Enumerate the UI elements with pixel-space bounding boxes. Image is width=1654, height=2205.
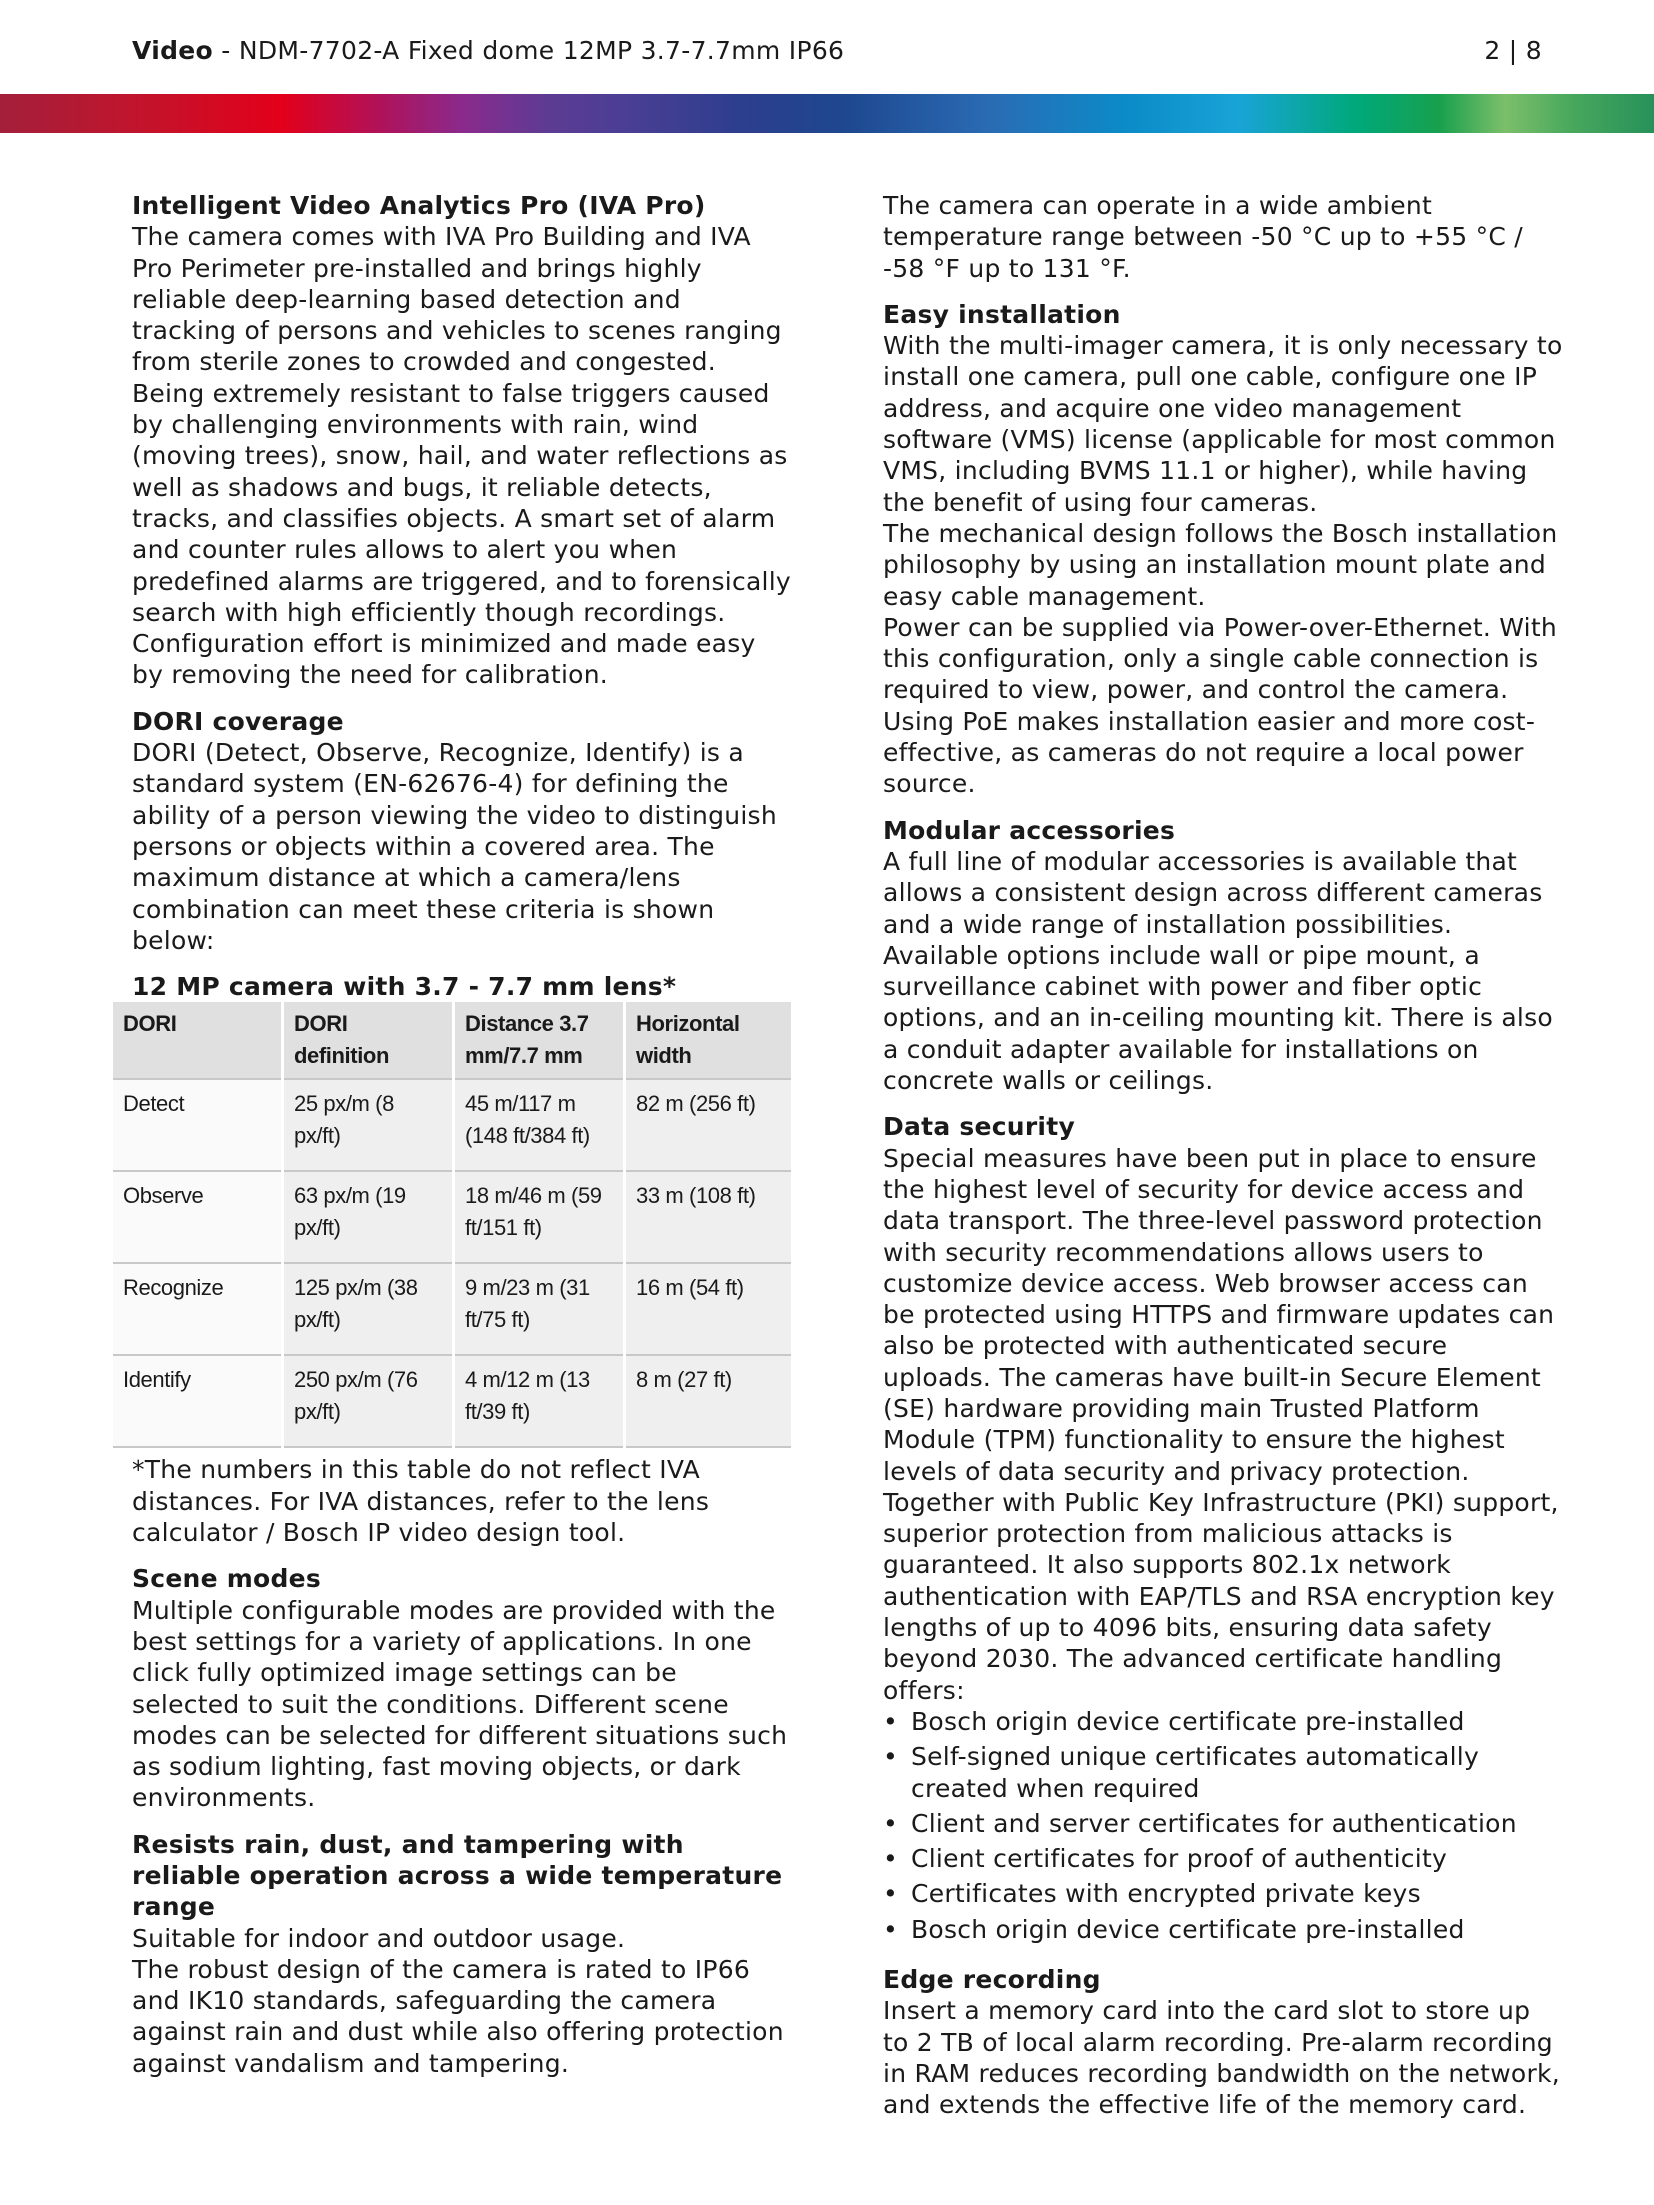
table-cell: 9 m/23 m (31 ft/75 ft) <box>454 1263 625 1355</box>
table-title: 12 MP camera with 3.7 - 7.7 mm lens* <box>132 972 677 1002</box>
section-title-modular: Modular accessories <box>883 815 1176 845</box>
list-item: • Bosch origin device certificate pre-installed <box>883 1706 1563 1737</box>
table-cell: 125 px/m (38 px/ft) <box>283 1263 454 1355</box>
section-body-installation-3: Power can be supplied via Power-over-Ethernet. With this configuration, only a single cable connection is required to view, power, and control the camera. Using PoE makes installation easier and more cost-effective, as cameras do not require a local power source. <box>883 612 1558 799</box>
page-header <box>132 36 1542 76</box>
section-title-iva: Intelligent Video Analytics Pro (IVA Pro) <box>132 191 706 220</box>
column-header: Horizontal width <box>625 1002 792 1079</box>
list-item: • Certificates with encrypted private keys <box>883 1878 1563 1909</box>
table-row <box>113 1079 791 1171</box>
table-cell: 25 px/m (8 px/ft) <box>283 1079 454 1171</box>
table-cell: 16 m (54 ft) <box>625 1263 792 1355</box>
dori-table <box>113 1002 791 1448</box>
table-cell: Identify <box>113 1355 283 1447</box>
right-column <box>883 190 1563 2121</box>
header-product: - NDM-7702-A Fixed dome 12MP 3.7-7.7mm IP66 <box>213 36 845 65</box>
left-column <box>123 190 792 2079</box>
list-item: • Client and server certificates for authentication <box>883 1808 1563 1839</box>
section-body-installation-2: The mechanical design follows the Bosch installation philosophy by using an installation mount plate and easy cable management. <box>883 518 1558 611</box>
list-item: • Client certificates for proof of authenticity <box>883 1843 1563 1874</box>
section-title-dori: DORI coverage <box>132 706 344 736</box>
section-body-dori: DORI (Detect, Observe, Recognize, Identify) is a standard system (EN-62676-4) for defining the ability of a person viewing the video to distinguish persons or objects within a covered area. The maximum distance at which a camera/lens combination can meet these criteria is shown below: <box>132 738 777 955</box>
brand-color-band <box>0 94 1654 133</box>
table-row <box>113 1263 791 1355</box>
table-cell: 82 m (256 ft) <box>625 1079 792 1171</box>
column-header: DORI definition <box>283 1002 454 1079</box>
section-body-rain-1: Suitable for indoor and outdoor usage. <box>132 1923 626 1953</box>
section-body-installation-1: With the multi-imager camera, it is only necessary to install one camera, pull one cable, configure one IP address, and acquire one video management software (VMS) license (applicable for most common VMS, including BVMS 11.1 or higher), while having the benefit of using four cameras. <box>883 331 1563 517</box>
section-body-temperature: The camera can operate in a wide ambient temperature range between -50 °C up to +55 °C / -58 °F up to 131 °F. <box>883 191 1523 283</box>
column-header: DORI <box>113 1002 283 1079</box>
section-body-security: Special measures have been put in place to ensure the highest level of security for device access and data transport. The three-level password protection with security recommendations allows users to customize device access. Web browser access can be protected using HTTPS and firmware updates can also be protected with authenticated secure uploads. The cameras have built-in Secure Element (SE) hardware providing main Trusted Platform Module (TPM) functionality to ensure the highest levels of data security and privacy protection. Together with Public Key Infrastructure (PKI) support, superior protection from malicious attacks is guaranteed. It also supports 802.1x network authentication with EAP/TLS and RSA encryption key lengths of up to 4096 bits, ensuring data safety beyond 2030. The advanced certificate handling offers: <box>883 1143 1559 1705</box>
certificate-list <box>883 1706 1563 1945</box>
table-cell: Recognize <box>113 1263 283 1355</box>
section-body-rain-2: The robust design of the camera is rated to IP66 and IK10 standards, safeguarding the camera against rain and dust while also offering protection against vandalism and tampering. <box>132 1954 784 2078</box>
table-header-row <box>113 1002 791 1079</box>
table-cell: 4 m/12 m (13 ft/39 ft) <box>454 1355 625 1447</box>
section-title-scene: Scene modes <box>132 1564 321 1594</box>
list-item: • Self-signed unique certificates automatically created when required <box>883 1741 1563 1804</box>
table-cell: 33 m (108 ft) <box>625 1171 792 1263</box>
table-row <box>113 1355 791 1447</box>
section-body-scene: Multiple configurable modes are provided with the best settings for a variety of applications. In one click fully optimized image settings can be selected to suit the conditions. Different scene modes can be selected for different situations such as sodium lighting, fast moving objects, or dark environments. <box>132 1595 788 1813</box>
section-title-edge: Edge recording <box>883 1965 1101 1995</box>
table-cell: 250 px/m (76 px/ft) <box>283 1355 454 1447</box>
header-category: Video <box>132 36 214 65</box>
list-item: • Bosch origin device certificate pre-installed <box>883 1914 1563 1945</box>
section-title-rain: Resists rain, dust, and tampering with reliable operation across a wide temperature range <box>132 1829 783 1922</box>
table-cell: Observe <box>113 1171 283 1263</box>
section-title-security: Data security <box>883 1112 1075 1142</box>
section-body-edge: Insert a memory card into the card slot to store up to 2 TB of local alarm recording. Pre-alarm recording in RAM reduces recording bandwidth on the network, and extends the effective life of the memory card. <box>883 1996 1560 2120</box>
page-number: 2 | 8 <box>1484 36 1542 65</box>
table-cell: Detect <box>113 1079 283 1171</box>
table-cell: 45 m/117 m (148 ft/384 ft) <box>454 1079 625 1171</box>
table-cell: 8 m (27 ft) <box>625 1355 792 1447</box>
section-title-installation: Easy installation <box>883 299 1121 329</box>
table-cell: 63 px/m (19 px/ft) <box>283 1171 454 1263</box>
section-body-modular: A full line of modular accessories is available that allows a consistent design across different cameras and a wide range of installation possibilities. Available options include wall or pipe mount, a surveillance cabinet with power and fiber optic options, and an in-ceiling mounting kit. There is also a conduit adapter available for installations on concrete walls or ceilings. <box>883 846 1553 1096</box>
table-note: *The numbers in this table do not reflect IVA distances. For IVA distances, refer to the lens calculator / Bosch IP video design tool. <box>132 1455 710 1548</box>
table-cell: 18 m/46 m (59 ft/151 ft) <box>454 1171 625 1263</box>
column-header: Distance 3.7 mm/7.7 mm <box>454 1002 625 1079</box>
section-body-iva: The camera comes with IVA Pro Building and IVA Pro Perimeter pre-installed and brings highly reliable deep-learning based detection and tracking of persons and vehicles to scenes ranging from sterile zones to crowded and congested. Being extremely resistant to false triggers caused by challenging environments with rain, wind (moving trees), snow, hail, and water reflections as well as shadows and bugs, it reliable detects, tracks, and classifies objects. A smart set of alarm and counter rules allows to alert you when predefined alarms are triggered, and to forensically search with high efficiently though recordings. Configuration effort is minimized and made easy by removing the need for calibration. <box>132 222 791 690</box>
table-row <box>113 1171 791 1263</box>
